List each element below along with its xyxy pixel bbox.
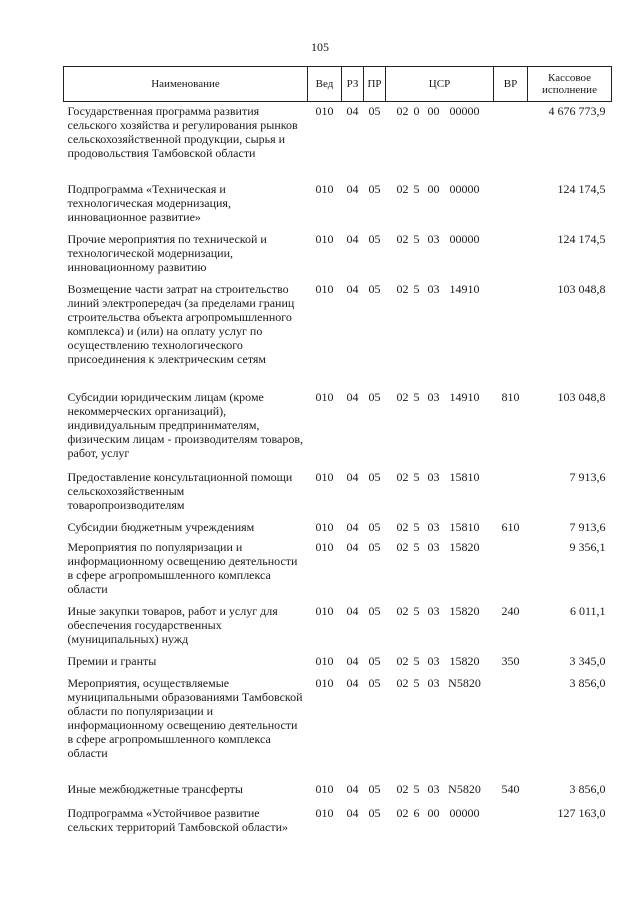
row-name: Мероприятия, осуществляемые муниципальными образованиями Тамбовской области по популяризации и информационному освещению деятельности в сфере агропромышленного комплекса области — [67, 675, 303, 760]
header-ved: Вед — [308, 67, 342, 102]
csr-part: 03 — [427, 653, 440, 668]
row-csr — [386, 602, 494, 652]
row-ved: 010 — [315, 231, 334, 246]
csr-part: 00000 — [449, 805, 480, 820]
csr-part: 03 — [427, 603, 440, 618]
row-amount: 124 174,5 — [557, 231, 606, 246]
row-ved: 010 — [315, 539, 334, 554]
row-ved: 010 — [315, 603, 334, 618]
row-csr — [386, 280, 494, 388]
csr-part: 02 — [396, 539, 409, 554]
csr-part: 00 — [427, 104, 440, 118]
row-csr — [386, 180, 494, 230]
csr-part: 6 — [413, 805, 420, 820]
csr-part: 02 — [396, 231, 409, 246]
row-vr — [494, 180, 528, 230]
table-row — [64, 468, 612, 518]
row-pr: 05 — [368, 181, 381, 196]
row-name: Премии и гранты — [67, 653, 157, 668]
csr-part: 02 — [396, 104, 409, 118]
row-pr: 05 — [368, 104, 381, 118]
row-vr — [494, 230, 528, 280]
csr-part: 15820 — [449, 653, 480, 668]
table-row — [64, 102, 612, 180]
row-vr — [494, 804, 528, 854]
csr-part: 03 — [427, 469, 440, 484]
row-amount: 3 856,0 — [569, 675, 606, 690]
csr-part: 02 — [396, 519, 409, 534]
row-csr — [386, 804, 494, 854]
header-row — [64, 67, 612, 102]
row-rz: 04 — [346, 389, 359, 404]
row-name: Иные межбюджетные трансферты — [67, 781, 243, 796]
csr-part: 0 — [413, 104, 420, 118]
row-name: Государственная программа развития сельского хозяйства и регулирования рынков сельскохозяйственной продукции, сырья и продовольствия Тамбовской области — [67, 104, 298, 160]
row-ved: 010 — [315, 781, 334, 796]
row-amount: 127 163,0 — [557, 805, 606, 820]
row-csr — [386, 780, 494, 804]
csr-part: 5 — [413, 181, 420, 196]
row-rz: 04 — [346, 469, 359, 484]
row-name: Предоставление консультационной помощи сельскохозяйственным товаропроизводителям — [67, 469, 293, 512]
csr-part: 03 — [427, 519, 440, 534]
csr-part: 5 — [413, 469, 420, 484]
row-vr — [494, 674, 528, 780]
csr-part: 02 — [396, 653, 409, 668]
csr-part: 00000 — [449, 181, 480, 196]
row-rz: 04 — [346, 781, 359, 796]
row-rz: 04 — [346, 281, 359, 296]
row-vr — [494, 468, 528, 518]
row-ved: 010 — [315, 181, 334, 196]
csr-part: 02 — [396, 469, 409, 484]
table-row — [64, 674, 612, 780]
csr-part: 15810 — [449, 519, 480, 534]
row-vr: 240 — [501, 603, 520, 618]
csr-part: 14910 — [449, 389, 480, 404]
header-vr: ВР — [494, 67, 528, 102]
csr-part: 03 — [427, 389, 440, 404]
row-vr — [494, 280, 528, 388]
csr-part: 03 — [427, 281, 440, 296]
row-amount: 103 048,8 — [557, 281, 606, 296]
header-pr: ПР — [364, 67, 386, 102]
row-vr: 350 — [501, 653, 520, 668]
row-amount: 3 345,0 — [569, 653, 606, 668]
row-pr: 05 — [368, 805, 381, 820]
row-rz: 04 — [346, 519, 359, 534]
row-vr: 810 — [501, 389, 520, 404]
row-vr — [494, 538, 528, 602]
csr-part: 03 — [427, 231, 440, 246]
row-csr — [386, 674, 494, 780]
csr-part: 03 — [427, 675, 440, 690]
csr-part: 5 — [413, 231, 420, 246]
row-ved: 010 — [315, 805, 334, 820]
row-amount: 103 048,8 — [557, 389, 606, 404]
row-rz: 04 — [346, 805, 359, 820]
csr-part: 15820 — [449, 603, 480, 618]
table-row — [64, 538, 612, 602]
row-pr: 05 — [368, 603, 381, 618]
row-csr — [386, 468, 494, 518]
table-row — [64, 804, 612, 854]
table-row — [64, 780, 612, 804]
row-name: Мероприятия по популяризации и информационному освещению деятельности в сфере агропромышленного комплекса области — [67, 539, 298, 596]
csr-part: 15820 — [449, 539, 480, 554]
row-name: Подпрограмма «Устойчивое развитие сельских территорий Тамбовской области» — [67, 805, 288, 834]
row-name: Субсидии бюджетным учреждениям — [67, 519, 255, 534]
csr-part: 5 — [413, 781, 420, 796]
row-amount: 9 356,1 — [569, 539, 606, 554]
row-rz: 04 — [346, 675, 359, 690]
row-csr — [386, 388, 494, 468]
csr-part: 5 — [413, 653, 420, 668]
csr-part: 02 — [396, 781, 409, 796]
csr-part: 5 — [413, 603, 420, 618]
page-number: 105 — [311, 40, 329, 54]
row-csr — [386, 538, 494, 602]
row-pr: 05 — [368, 781, 381, 796]
table-row — [64, 518, 612, 538]
row-pr: 05 — [368, 281, 381, 296]
csr-part: 03 — [427, 781, 440, 796]
csr-part: 02 — [396, 675, 409, 690]
csr-part: 02 — [396, 181, 409, 196]
row-ved: 010 — [315, 675, 334, 690]
row-name: Подпрограмма «Техническая и технологическая модернизация, инновационное развитие» — [67, 181, 231, 224]
row-rz: 04 — [346, 653, 359, 668]
table-row — [64, 388, 612, 468]
row-rz: 04 — [346, 231, 359, 246]
csr-part: 00000 — [449, 231, 480, 246]
table-row — [64, 280, 612, 388]
row-rz: 04 — [346, 539, 359, 554]
row-name: Субсидии юридическим лицам (кроме некоммерческих организаций), индивидуальным предпринимателям, физическим лицам - производителям товаров, работ, услуг — [67, 389, 304, 460]
row-vr: 610 — [501, 519, 520, 534]
csr-part: 5 — [413, 675, 420, 690]
row-rz: 04 — [346, 181, 359, 196]
row-vr: 540 — [501, 781, 520, 796]
header-csr: ЦСР — [386, 67, 494, 102]
csr-part: N5820 — [448, 675, 481, 690]
row-amount: 7 913,6 — [569, 519, 606, 534]
csr-part: 5 — [413, 281, 420, 296]
table-row — [64, 230, 612, 280]
csr-part: 15810 — [449, 469, 480, 484]
row-pr: 05 — [368, 519, 381, 534]
row-rz: 04 — [346, 603, 359, 618]
budget-table — [63, 66, 612, 854]
csr-part: N5820 — [448, 781, 481, 796]
row-name: Иные закупки товаров, работ и услуг для обеспечения государственных (муниципальных) нужд — [67, 603, 278, 646]
row-name: Возмещение части затрат на строительство линий электропередач (за пределами границ строительства объекта агропромышленного комплекса) и (или) на оплату услуг по осуществлению технологического присоединения к электрическим сетям — [67, 281, 295, 366]
table-row — [64, 652, 612, 674]
row-vr — [494, 102, 528, 180]
table-row — [64, 602, 612, 652]
row-csr — [386, 102, 494, 180]
row-amount: 4 676 773,9 — [548, 104, 606, 118]
header-kassa: Кассовое исполнение — [528, 67, 612, 102]
csr-part: 5 — [413, 539, 420, 554]
row-ved: 010 — [315, 104, 334, 118]
row-ved: 010 — [315, 653, 334, 668]
row-csr — [386, 652, 494, 674]
csr-part: 14910 — [449, 281, 480, 296]
row-pr: 05 — [368, 539, 381, 554]
csr-part: 00000 — [449, 104, 480, 118]
row-amount: 7 913,6 — [569, 469, 606, 484]
row-csr — [386, 518, 494, 538]
row-rz: 04 — [346, 104, 359, 118]
row-amount: 124 174,5 — [557, 181, 606, 196]
csr-part: 02 — [396, 805, 409, 820]
csr-part: 5 — [413, 519, 420, 534]
row-ved: 010 — [315, 519, 334, 534]
row-csr — [386, 230, 494, 280]
row-name: Прочие мероприятия по технической и технологической модернизации, инновационному развитию — [67, 231, 267, 274]
row-ved: 010 — [315, 281, 334, 296]
csr-part: 02 — [396, 281, 409, 296]
row-pr: 05 — [368, 231, 381, 246]
row-pr: 05 — [368, 469, 381, 484]
row-pr: 05 — [368, 653, 381, 668]
row-ved: 010 — [315, 469, 334, 484]
table-row — [64, 180, 612, 230]
csr-part: 00 — [427, 805, 440, 820]
header-name: Наименование — [64, 67, 308, 102]
csr-part: 02 — [396, 603, 409, 618]
row-pr: 05 — [368, 389, 381, 404]
csr-part: 02 — [396, 389, 409, 404]
header-rz: РЗ — [342, 67, 364, 102]
row-ved: 010 — [315, 389, 334, 404]
row-pr: 05 — [368, 675, 381, 690]
row-amount: 6 011,1 — [569, 603, 606, 618]
csr-part: 5 — [413, 389, 420, 404]
csr-part: 03 — [427, 539, 440, 554]
csr-part: 00 — [427, 181, 440, 196]
row-amount: 3 856,0 — [569, 781, 606, 796]
